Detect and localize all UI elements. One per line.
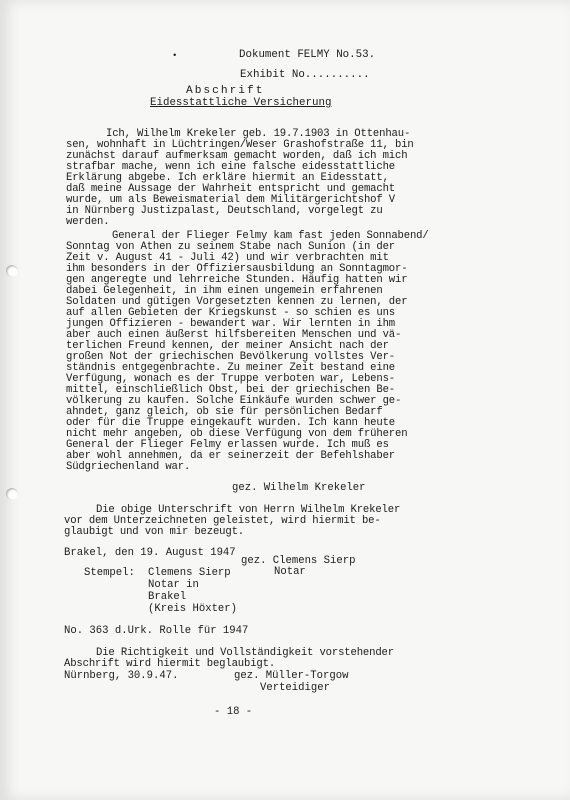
text-line: Sonntag von Athen zu seinem Stabe nach Sunion (in der	[66, 241, 395, 253]
document-number: Dokument FELMY No.53.	[239, 49, 376, 61]
text-line: ihm besonders in der Offiziersausbildung an Sonntagmor-	[66, 263, 408, 275]
text-line: sen, wohnhaft in Lüchtringen/Weser Grashofstraße 11, bin	[66, 139, 414, 151]
stamp-line: (Kreis Höxter)	[148, 603, 238, 615]
text-line: terlichen Freund kennen, der meiner Ansicht nach der	[66, 340, 389, 352]
text-line: jungen Offizieren - bewandert war. Wir lernten in ihm	[66, 318, 395, 330]
punch-hole	[6, 265, 18, 277]
text-line: Verfügung, wonach es der Truppe verboten war, Lebens-	[66, 373, 395, 385]
text-line: Die obige Unterschrift von Herrn Wilhelm Krekeler	[96, 504, 401, 516]
text-line: Ich, Wilhelm Krekeler geb. 19.7.1903 in Ottenhau-	[106, 128, 411, 140]
defense-role: Verteidiger	[260, 682, 330, 694]
document-subtitle: Eidesstattliche Versicherung	[150, 97, 332, 109]
text-line: Zeit v. August 41 - Juli 42) und wir verbrachten mit	[66, 252, 389, 264]
text-line: Erklärung abgebe. Ich erkläre hiermit an Eidesstatt,	[66, 172, 389, 184]
text-line: daß meine Aussage der Wahrheit entspricht und gemacht	[66, 183, 395, 195]
text-line: Soldaten und gütigen Vorgesetzten kennen zu lernen, der	[66, 296, 408, 308]
nuremberg-place-date: Nürnberg, 30.9.47.	[64, 670, 179, 682]
text-line: gen angeregte und lehrreiche Stunden. Häufig hatten wir	[66, 274, 408, 286]
text-line: ständnis entgegenbrachte. Zu meiner Zeit bestand eine	[66, 362, 395, 374]
stamp-line: Clemens Sierp	[148, 567, 231, 579]
text-line: aber wohl annehmen, da er seinerzeit der Befehlshaber	[66, 450, 395, 462]
text-line: auf allen Gebieten der Kriegskunst - so schien es uns	[66, 307, 395, 319]
notary-role: Notar	[274, 566, 306, 578]
text-line: strafbar mache, wenn ich eine falsche eidesstattliche	[66, 161, 395, 173]
text-line: vor dem Unterzeichneten geleistet, wird hiermit be-	[64, 515, 381, 527]
text-line: glaubigt und von mir bezeugt.	[64, 526, 245, 538]
text-line: mittel, einschließlich Obst, bei der griechischen Be-	[66, 384, 395, 396]
text-line: oder für die Truppe eingekauft wurden. Ich kann heute	[66, 417, 395, 429]
text-line: nicht mehr angeben, ob diese Verfügung von dem früheren	[66, 428, 408, 440]
stamp-line: Notar in	[148, 579, 199, 591]
text-line: zunächst darauf aufmerksam gemacht worden, daß ich mich	[66, 150, 408, 162]
stamp-label: Stempel:	[84, 567, 135, 579]
text-line: aber auch einen äußerst hilfsbereiten Menschen und vä-	[66, 329, 402, 341]
text-line: großen Not der griechischen Bevölkerung vollstes Ver-	[66, 351, 395, 363]
place-date: Brakel, den 19. August 1947	[64, 547, 236, 559]
roll-number: No. 363 d.Urk. Rolle für 1947	[64, 625, 249, 637]
text-line: Südgriechenland war.	[66, 461, 191, 473]
text-line: in Nürnberg Justizpalast, Deutschland, vorgelegt zu	[66, 205, 383, 217]
punch-hole	[6, 488, 18, 500]
exhibit-number: Exhibit No..........	[240, 69, 370, 81]
text-line: ahndet, ganz gleich, ob sie für persönlichen Bedarf	[66, 406, 383, 418]
text-line: völkerung zu kaufen. Solche Einkäufe wurden schwer ge-	[66, 395, 402, 407]
text-line: Abschrift wird hiermit beglaubigt.	[64, 658, 276, 670]
text-line: dabei Gelegenheit, in ihm einen ungemein erfahrenen	[66, 285, 383, 297]
text-line: General der Flieger Felmy kam fast jeden Sonnabend/	[112, 230, 429, 242]
signature-krekeler: gez. Wilhelm Krekeler	[232, 482, 366, 494]
page-number: - 18 -	[214, 706, 253, 718]
notary-signature: gez. Clemens Sierp	[241, 555, 356, 567]
header-marker: •	[172, 51, 178, 61]
text-line: wurde, um als Beweismaterial dem Militärgerichtshof V	[66, 194, 395, 206]
defense-signature: gez. Müller-Torgow	[234, 670, 349, 682]
text-line: werden.	[66, 216, 110, 228]
text-line: Die Richtigkeit und Vollständigkeit vorstehender	[96, 647, 394, 659]
stamp-line: Brakel	[148, 591, 187, 603]
document-title: Abschrift	[186, 85, 265, 97]
text-line: General der Flieger Felmy erlassen wurde. Ich muß es	[66, 439, 389, 451]
